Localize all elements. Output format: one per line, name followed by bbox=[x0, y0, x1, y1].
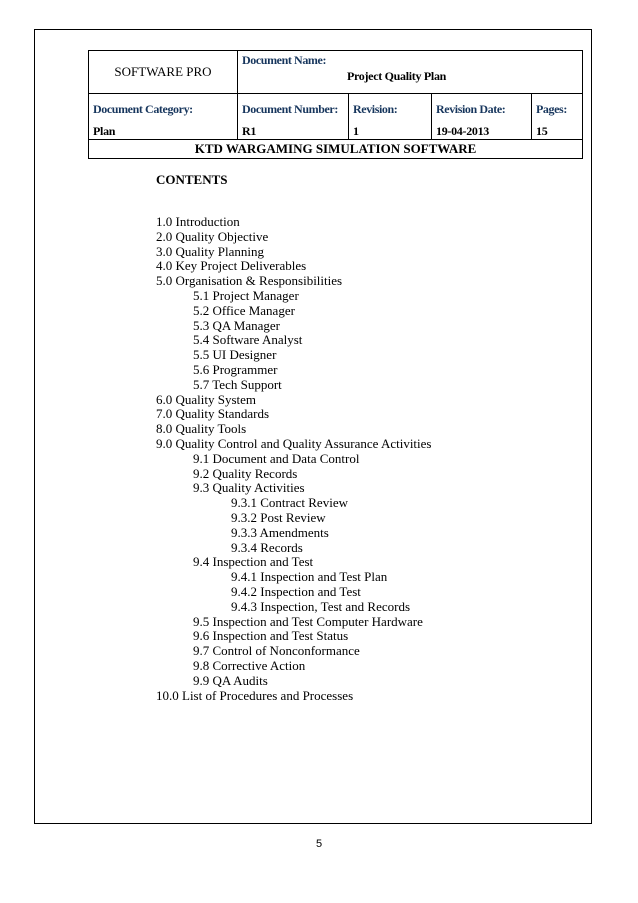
toc-item: 2.0 Quality Objective bbox=[156, 228, 269, 244]
toc-item: 9.4.1 Inspection and Test Plan bbox=[231, 569, 388, 585]
document-name-cell bbox=[238, 51, 583, 94]
revision-value-cell bbox=[349, 120, 432, 140]
toc-item: 7.0 Quality Standards bbox=[156, 406, 270, 422]
company-name: SOFTWARE PRO bbox=[114, 64, 212, 79]
toc-item: 9.0 Quality Control and Quality Assurance Activities bbox=[156, 435, 432, 451]
toc-item: 5.4 Software Analyst bbox=[193, 332, 303, 348]
toc-item: 9.1 Document and Data Control bbox=[193, 450, 360, 466]
toc-item: 10.0 List of Procedures and Processes bbox=[156, 687, 354, 703]
project-title: KTD WARGAMING SIMULATION SOFTWARE bbox=[89, 140, 583, 159]
document-name-label: Document Name: bbox=[242, 53, 327, 67]
toc-item: 1.0 Introduction bbox=[156, 214, 240, 229]
revision-label-cell bbox=[349, 94, 432, 121]
toc-item: 9.3.2 Post Review bbox=[231, 509, 326, 525]
pages-value: 15 bbox=[536, 124, 548, 138]
toc-item: 9.9 QA Audits bbox=[193, 672, 268, 688]
document-number-value: R1 bbox=[242, 124, 257, 138]
document-number-label: Document Number: bbox=[242, 102, 338, 116]
revision-value: 1 bbox=[353, 124, 359, 138]
toc-item: 5.6 Programmer bbox=[193, 361, 278, 377]
toc-item: 9.4 Inspection and Test bbox=[193, 554, 314, 570]
document-name-value: Project Quality Plan bbox=[346, 69, 447, 83]
toc-item: 5.3 QA Manager bbox=[193, 317, 281, 333]
table-of-contents bbox=[156, 215, 432, 703]
toc-item: 9.4.3 Inspection, Test and Records bbox=[231, 598, 411, 614]
toc-item: 9.8 Corrective Action bbox=[193, 657, 306, 673]
toc-item: 6.0 Quality System bbox=[156, 391, 257, 407]
toc-item: 9.3.3 Amendments bbox=[231, 524, 329, 540]
page-number: 5 bbox=[315, 838, 323, 850]
document-category-value-cell bbox=[89, 120, 238, 140]
toc-item: 3.0 Quality Planning bbox=[156, 243, 264, 259]
toc-item: 9.3 Quality Activities bbox=[193, 480, 305, 496]
toc-item: 8.0 Quality Tools bbox=[156, 421, 247, 437]
document-category-value: Plan bbox=[93, 124, 116, 138]
toc-item: 5.5 UI Designer bbox=[193, 347, 277, 363]
pages-value-cell bbox=[532, 120, 583, 140]
revision-label: Revision: bbox=[353, 102, 398, 116]
toc-item: 9.3.1 Contract Review bbox=[231, 495, 348, 511]
contents-heading: CONTENTS bbox=[156, 172, 228, 187]
toc-item: 9.3.4 Records bbox=[231, 539, 303, 555]
revision-date-label: Revision Date: bbox=[436, 102, 506, 116]
company-name-cell bbox=[89, 51, 238, 94]
revision-date-label-cell bbox=[432, 94, 532, 121]
pages-label-cell bbox=[532, 94, 583, 121]
revision-date-value-cell bbox=[432, 120, 532, 140]
document-number-value-cell bbox=[238, 120, 349, 140]
toc-item: 9.6 Inspection and Test Status bbox=[193, 628, 349, 644]
document-category-label: Document Category: bbox=[93, 102, 193, 116]
toc-item: 9.2 Quality Records bbox=[193, 465, 298, 481]
toc-item: 5.2 Office Manager bbox=[193, 302, 295, 318]
toc-item: 9.4.2 Inspection and Test bbox=[231, 583, 361, 599]
toc-item: 9.7 Control of Nonconformance bbox=[193, 643, 360, 659]
toc-item: 5.1 Project Manager bbox=[193, 287, 299, 303]
toc-item: 4.0 Key Project Deliverables bbox=[156, 258, 307, 274]
toc-item: 5.0 Organisation & Responsibilities bbox=[156, 273, 343, 289]
document-number-label-cell bbox=[238, 94, 349, 121]
document-header-table bbox=[88, 50, 583, 159]
revision-date-value: 19-04-2013 bbox=[436, 124, 489, 138]
toc-item: 5.7 Tech Support bbox=[193, 376, 282, 392]
toc-item: 9.5 Inspection and Test Computer Hardware bbox=[193, 613, 423, 629]
document-category-label-cell bbox=[89, 94, 238, 121]
pages-label: Pages: bbox=[536, 102, 567, 116]
